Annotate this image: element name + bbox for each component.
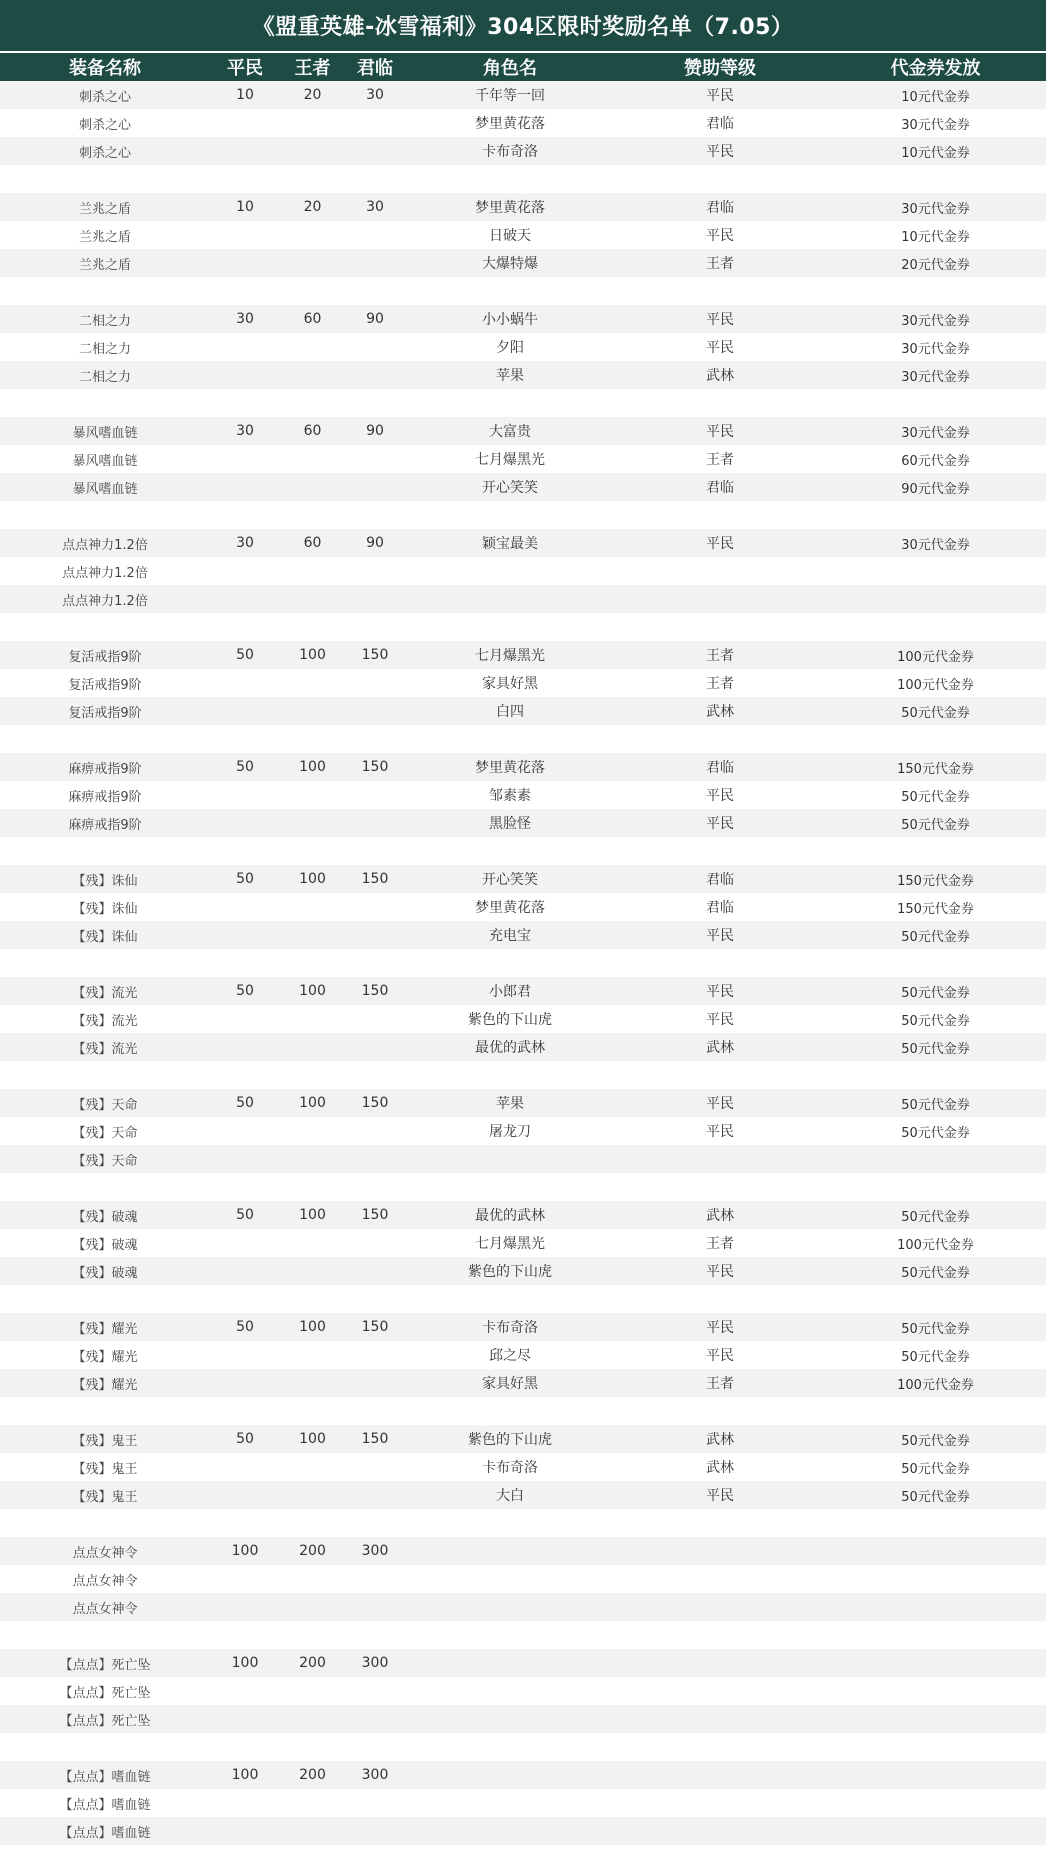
cell-voucher: 30元代金券	[901, 341, 970, 357]
cell-equipment-name: 兰兆之盾	[78, 201, 131, 217]
cell-equipment-name: 【残】鬼王	[72, 1461, 138, 1477]
cell-sponsor-level: 平民	[706, 424, 734, 440]
cell-equipment-name: 复活戒指9阶	[68, 705, 142, 721]
cell-character-name: 大富贵	[489, 424, 531, 440]
table-row	[0, 1705, 1046, 1733]
cell-sponsor-level: 君临	[706, 872, 734, 888]
cell-tier-commoner: 50	[236, 1431, 254, 1447]
cell-voucher: 50元代金券	[901, 1041, 970, 1057]
cell-sponsor-level: 武林	[706, 1460, 734, 1476]
cell-sponsor-level: 平民	[706, 816, 734, 832]
cell-tier-sovereign: 300	[361, 1543, 389, 1559]
cell-character-name: 颖宝最美	[482, 536, 538, 552]
cell-equipment-name: 暴风嗜血链	[72, 481, 138, 497]
cell-character-name: 家具好黑	[482, 676, 538, 692]
cell-tier-commoner: 10	[236, 199, 254, 215]
cell-tier-king: 100	[299, 647, 326, 663]
cell-voucher: 100元代金券	[897, 649, 974, 665]
cell-tier-sovereign: 300	[361, 1767, 389, 1783]
header-sponsor-level: 赞助等级	[684, 58, 756, 79]
cell-equipment-name: 【点点】嗜血链	[59, 1769, 151, 1785]
cell-equipment-name: 【残】耀光	[72, 1377, 138, 1393]
table-row	[0, 137, 1046, 165]
cell-tier-king: 200	[299, 1767, 326, 1783]
cell-equipment-name: 【残】诛仙	[72, 873, 138, 889]
cell-tier-commoner: 30	[236, 535, 254, 551]
cell-equipment-name: 点点女神令	[72, 1601, 138, 1617]
cell-equipment-name: 【残】破魂	[72, 1265, 138, 1281]
cell-character-name: 最优的武林	[475, 1040, 545, 1056]
cell-tier-commoner: 100	[231, 1543, 259, 1559]
table-row	[0, 1201, 1046, 1229]
cell-tier-king: 100	[299, 1319, 326, 1335]
table-row	[0, 1229, 1046, 1257]
cell-equipment-name: 二相之力	[78, 341, 131, 357]
table-row	[0, 1313, 1046, 1341]
table-row	[0, 893, 1046, 921]
cell-equipment-name: 【残】耀光	[72, 1349, 138, 1365]
cell-equipment-name: 【残】流光	[72, 1041, 138, 1057]
cell-tier-sovereign: 150	[361, 1095, 389, 1111]
table-row	[0, 753, 1046, 781]
cell-sponsor-level: 王者	[706, 452, 734, 468]
cell-tier-commoner: 50	[236, 1319, 254, 1335]
cell-sponsor-level: 武林	[706, 1040, 734, 1056]
cell-voucher: 50元代金券	[901, 1265, 970, 1281]
table-row	[0, 1649, 1046, 1677]
cell-character-name: 紫色的下山虎	[468, 1432, 552, 1448]
table-row	[0, 949, 1046, 977]
cell-equipment-name: 二相之力	[78, 313, 131, 329]
cell-character-name: 千年等一回	[475, 88, 545, 104]
cell-tier-king: 20	[303, 199, 322, 215]
cell-tier-commoner: 100	[231, 1655, 259, 1671]
cell-character-name: 梦里黄花落	[475, 760, 545, 776]
cell-equipment-name: 刺杀之心	[78, 145, 131, 161]
cell-sponsor-level: 平民	[706, 928, 734, 944]
cell-sponsor-level: 王者	[706, 1376, 734, 1392]
cell-voucher: 60元代金券	[901, 453, 970, 469]
cell-sponsor-level: 武林	[706, 1432, 734, 1448]
cell-sponsor-level: 平民	[706, 788, 734, 804]
cell-equipment-name: 【点点】死亡坠	[59, 1713, 151, 1729]
cell-character-name: 七月爆黑光	[475, 648, 545, 664]
header-character-name: 角色名	[483, 58, 537, 79]
table-row	[0, 165, 1046, 193]
cell-tier-sovereign: 150	[361, 647, 389, 663]
table-row	[0, 1593, 1046, 1621]
cell-voucher: 10元代金券	[901, 89, 970, 105]
header-tier-commoner: 平民	[227, 58, 263, 79]
table-row	[0, 669, 1046, 697]
cell-character-name: 日破天	[489, 228, 531, 244]
cell-equipment-name: 【残】流光	[72, 1013, 138, 1029]
cell-equipment-name: 复活戒指9阶	[68, 677, 142, 693]
cell-equipment-name: 【残】耀光	[72, 1321, 138, 1337]
header-equipment-name: 装备名称	[69, 58, 141, 79]
cell-voucher: 90元代金券	[901, 481, 970, 497]
cell-tier-king: 200	[299, 1543, 326, 1559]
table-row	[0, 1033, 1046, 1061]
cell-tier-sovereign: 90	[366, 423, 384, 439]
cell-equipment-name: 刺杀之心	[78, 117, 131, 133]
cell-character-name: 大爆特爆	[482, 256, 538, 272]
cell-equipment-name: 【残】鬼王	[72, 1489, 138, 1505]
cell-sponsor-level: 君临	[706, 760, 734, 776]
table-row	[0, 1761, 1046, 1789]
table-row	[0, 1173, 1046, 1201]
table-row	[0, 1257, 1046, 1285]
cell-voucher: 50元代金券	[901, 1321, 970, 1337]
cell-voucher: 50元代金券	[901, 1433, 970, 1449]
cell-tier-sovereign: 30	[366, 87, 384, 103]
cell-sponsor-level: 平民	[706, 536, 734, 552]
cell-voucher: 50元代金券	[901, 1125, 970, 1141]
table-row	[0, 389, 1046, 417]
cell-voucher: 50元代金券	[901, 1013, 970, 1029]
table-row	[0, 193, 1046, 221]
cell-character-name: 开心笑笑	[482, 480, 538, 496]
cell-equipment-name: 【点点】嗜血链	[59, 1825, 151, 1841]
cell-sponsor-level: 平民	[706, 144, 734, 160]
cell-tier-commoner: 50	[236, 647, 254, 663]
cell-voucher: 30元代金券	[901, 313, 970, 329]
cell-voucher: 150元代金券	[897, 901, 974, 917]
cell-equipment-name: 暴风嗜血链	[72, 453, 138, 469]
table-row	[0, 305, 1046, 333]
cell-character-name: 黑脸怪	[489, 816, 531, 832]
cell-tier-sovereign: 90	[366, 311, 384, 327]
cell-character-name: 小郎君	[489, 984, 531, 1000]
table-row	[0, 837, 1046, 865]
cell-character-name: 家具好黑	[482, 1376, 538, 1392]
cell-equipment-name: 【残】流光	[72, 985, 138, 1001]
cell-sponsor-level: 平民	[706, 228, 734, 244]
cell-sponsor-level: 君临	[706, 200, 734, 216]
table-row	[0, 1369, 1046, 1397]
cell-equipment-name: 【点点】死亡坠	[59, 1657, 151, 1673]
sheet-title: 《盟重英雄-冰雪福利》304区限时奖励名单（7.05）	[0, 0, 1046, 53]
cell-character-name: 七月爆黑光	[475, 452, 545, 468]
cell-voucher: 30元代金券	[901, 369, 970, 385]
cell-tier-sovereign: 30	[366, 199, 384, 215]
cell-sponsor-level: 君临	[706, 900, 734, 916]
table-row	[0, 1537, 1046, 1565]
table-row	[0, 613, 1046, 641]
cell-character-name: 卡布奇洛	[482, 144, 538, 160]
cell-sponsor-level: 平民	[706, 312, 734, 328]
cell-equipment-name: 【残】天命	[72, 1153, 138, 1169]
cell-sponsor-level: 平民	[706, 1488, 734, 1504]
cell-equipment-name: 【残】鬼王	[72, 1433, 138, 1449]
cell-sponsor-level: 平民	[706, 88, 734, 104]
cell-equipment-name: 刺杀之心	[78, 89, 131, 105]
cell-tier-sovereign: 150	[361, 1319, 389, 1335]
cell-tier-king: 60	[303, 423, 322, 439]
cell-voucher: 10元代金券	[901, 229, 970, 245]
cell-equipment-name: 麻痹戒指9阶	[68, 789, 142, 805]
cell-tier-sovereign: 150	[361, 1431, 389, 1447]
table-row	[0, 109, 1046, 137]
cell-tier-sovereign: 150	[361, 1207, 389, 1223]
cell-sponsor-level: 平民	[706, 340, 734, 356]
table-row	[0, 249, 1046, 277]
table-row	[0, 725, 1046, 753]
cell-equipment-name: 兰兆之盾	[78, 229, 131, 245]
cell-voucher: 20元代金券	[901, 257, 970, 273]
cell-character-name: 屠龙刀	[489, 1124, 531, 1140]
cell-character-name: 邹素素	[489, 788, 531, 804]
cell-sponsor-level: 王者	[706, 1236, 734, 1252]
cell-tier-king: 100	[299, 759, 326, 775]
table-row	[0, 1397, 1046, 1425]
cell-sponsor-level: 平民	[706, 1264, 734, 1280]
cell-character-name: 白四	[496, 704, 524, 720]
table-row	[0, 641, 1046, 669]
cell-character-name: 七月爆黑光	[475, 1236, 545, 1252]
cell-equipment-name: 复活戒指9阶	[68, 649, 142, 665]
table-row	[0, 1425, 1046, 1453]
cell-sponsor-level: 平民	[706, 984, 734, 1000]
table-row	[0, 221, 1046, 249]
table-row	[0, 1061, 1046, 1089]
table-row	[0, 361, 1046, 389]
cell-voucher: 50元代金券	[901, 705, 970, 721]
table-row	[0, 1481, 1046, 1509]
table-row	[0, 473, 1046, 501]
cell-tier-king: 60	[303, 311, 322, 327]
cell-equipment-name: 【残】破魂	[72, 1237, 138, 1253]
cell-equipment-name: 【点点】死亡坠	[59, 1685, 151, 1701]
cell-voucher: 50元代金券	[901, 1349, 970, 1365]
table-row	[0, 1817, 1046, 1845]
cell-tier-king: 100	[299, 871, 326, 887]
cell-tier-king: 100	[299, 1431, 326, 1447]
cell-sponsor-level: 王者	[706, 676, 734, 692]
table-row	[0, 1117, 1046, 1145]
table-row	[0, 81, 1046, 109]
cell-voucher: 100元代金券	[897, 677, 974, 693]
table-row	[0, 417, 1046, 445]
cell-voucher: 50元代金券	[901, 1461, 970, 1477]
cell-sponsor-level: 平民	[706, 1124, 734, 1140]
table-row	[0, 585, 1046, 613]
cell-tier-king: 200	[299, 1655, 326, 1671]
table-row	[0, 921, 1046, 949]
cell-voucher: 50元代金券	[901, 929, 970, 945]
cell-tier-commoner: 50	[236, 871, 254, 887]
cell-character-name: 梦里黄花落	[475, 200, 545, 216]
cell-voucher: 150元代金券	[897, 873, 974, 889]
cell-voucher: 50元代金券	[901, 1209, 970, 1225]
cell-character-name: 梦里黄花落	[475, 900, 545, 916]
table-row	[0, 697, 1046, 725]
cell-tier-commoner: 30	[236, 311, 254, 327]
cell-sponsor-level: 君临	[706, 116, 734, 132]
cell-sponsor-level: 平民	[706, 1348, 734, 1364]
cell-tier-sovereign: 150	[361, 983, 389, 999]
cell-equipment-name: 【残】诛仙	[72, 929, 138, 945]
header-voucher: 代金券发放	[890, 58, 981, 79]
cell-sponsor-level: 平民	[706, 1096, 734, 1112]
cell-equipment-name: 【残】天命	[72, 1097, 138, 1113]
cell-sponsor-level: 王者	[706, 256, 734, 272]
table-row	[0, 1453, 1046, 1481]
table-row	[0, 1509, 1046, 1537]
cell-tier-king: 100	[299, 1095, 326, 1111]
cell-tier-sovereign: 150	[361, 759, 389, 775]
cell-equipment-name: 暴风嗜血链	[72, 425, 138, 441]
cell-character-name: 夕阳	[496, 340, 524, 356]
table-row	[0, 333, 1046, 361]
cell-character-name: 苹果	[496, 1096, 524, 1112]
cell-character-name: 卡布奇洛	[482, 1320, 538, 1336]
table-row	[0, 977, 1046, 1005]
cell-voucher: 50元代金券	[901, 789, 970, 805]
cell-voucher: 30元代金券	[901, 537, 970, 553]
cell-voucher: 50元代金券	[901, 985, 970, 1001]
cell-character-name: 邱之尽	[489, 1348, 531, 1364]
cell-voucher: 30元代金券	[901, 117, 970, 133]
header-tier-sovereign: 君临	[357, 58, 393, 79]
cell-equipment-name: 点点神力1.2倍	[62, 593, 148, 609]
cell-sponsor-level: 武林	[706, 368, 734, 384]
cell-character-name: 最优的武林	[475, 1208, 545, 1224]
cell-equipment-name: 二相之力	[78, 369, 131, 385]
cell-sponsor-level: 平民	[706, 1012, 734, 1028]
cell-equipment-name: 【残】诛仙	[72, 901, 138, 917]
cell-voucher: 10元代金券	[901, 145, 970, 161]
table-row	[0, 529, 1046, 557]
table-row	[0, 1565, 1046, 1593]
table-row	[0, 1285, 1046, 1313]
cell-voucher: 50元代金券	[901, 1097, 970, 1113]
cell-character-name: 大白	[496, 1488, 524, 1504]
cell-tier-king: 100	[299, 1207, 326, 1223]
table-row	[0, 1621, 1046, 1649]
cell-character-name: 充电宝	[489, 928, 531, 944]
cell-tier-commoner: 30	[236, 423, 254, 439]
table-row	[0, 1733, 1046, 1761]
cell-equipment-name: 点点女神令	[72, 1573, 138, 1589]
table-row	[0, 277, 1046, 305]
cell-voucher: 100元代金券	[897, 1377, 974, 1393]
cell-tier-commoner: 50	[236, 1095, 254, 1111]
cell-character-name: 紫色的下山虎	[468, 1264, 552, 1280]
table-row	[0, 501, 1046, 529]
cell-voucher: 100元代金券	[897, 1237, 974, 1253]
table-body	[0, 81, 1046, 1845]
cell-tier-commoner: 50	[236, 759, 254, 775]
cell-character-name: 卡布奇洛	[482, 1460, 538, 1476]
table-row	[0, 557, 1046, 585]
cell-character-name: 小小蜗牛	[482, 312, 538, 328]
cell-equipment-name: 【残】天命	[72, 1125, 138, 1141]
header-tier-king: 王者	[294, 58, 331, 79]
cell-tier-commoner: 100	[231, 1767, 259, 1783]
cell-equipment-name: 点点女神令	[72, 1545, 138, 1561]
cell-character-name: 开心笑笑	[482, 872, 538, 888]
table-row	[0, 1677, 1046, 1705]
table-row	[0, 865, 1046, 893]
cell-equipment-name: 兰兆之盾	[78, 257, 131, 273]
cell-equipment-name: 【点点】嗜血链	[59, 1797, 151, 1813]
cell-equipment-name: 麻痹戒指9阶	[68, 761, 142, 777]
table-row	[0, 1789, 1046, 1817]
table-row	[0, 1005, 1046, 1033]
cell-sponsor-level: 君临	[706, 480, 734, 496]
cell-sponsor-level: 武林	[706, 704, 734, 720]
table-row	[0, 445, 1046, 473]
table-row	[0, 781, 1046, 809]
cell-tier-commoner: 50	[236, 983, 254, 999]
table-row	[0, 1089, 1046, 1117]
cell-voucher: 50元代金券	[901, 817, 970, 833]
cell-tier-commoner: 10	[236, 87, 254, 103]
cell-character-name: 苹果	[496, 368, 524, 384]
cell-tier-sovereign: 150	[361, 871, 389, 887]
cell-equipment-name: 麻痹戒指9阶	[68, 817, 142, 833]
cell-tier-commoner: 50	[236, 1207, 254, 1223]
cell-character-name: 紫色的下山虎	[468, 1012, 552, 1028]
table-header	[0, 53, 1046, 81]
cell-character-name: 梦里黄花落	[475, 116, 545, 132]
cell-voucher: 150元代金券	[897, 761, 974, 777]
cell-tier-sovereign: 90	[366, 535, 384, 551]
cell-sponsor-level: 王者	[706, 648, 734, 664]
cell-equipment-name: 点点神力1.2倍	[62, 537, 148, 553]
table-row	[0, 1341, 1046, 1369]
cell-equipment-name: 点点神力1.2倍	[62, 565, 148, 581]
cell-tier-king: 60	[303, 535, 322, 551]
cell-voucher: 50元代金券	[901, 1489, 970, 1505]
cell-tier-king: 20	[303, 87, 322, 103]
cell-equipment-name: 【残】破魂	[72, 1209, 138, 1225]
table-row	[0, 809, 1046, 837]
table-row	[0, 1145, 1046, 1173]
cell-sponsor-level: 平民	[706, 1320, 734, 1336]
cell-tier-sovereign: 300	[361, 1655, 389, 1671]
cell-tier-king: 100	[299, 983, 326, 999]
cell-sponsor-level: 武林	[706, 1208, 734, 1224]
cell-voucher: 30元代金券	[901, 425, 970, 441]
cell-voucher: 30元代金券	[901, 201, 970, 217]
